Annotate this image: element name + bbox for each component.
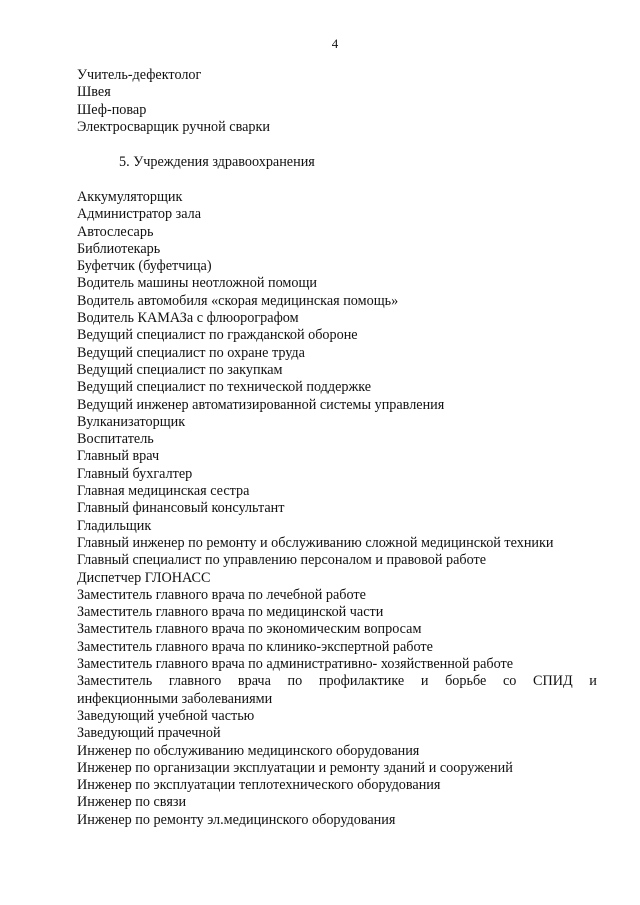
list-item: Главный финансовый консультант xyxy=(77,500,285,517)
list-item: Главный инженер по ремонту и обслуживанию сложной медицинской техники xyxy=(77,534,554,551)
word: по xyxy=(287,673,303,690)
list-item: Буфетчик (буфетчица) xyxy=(77,258,212,275)
list-item: Ведущий специалист по технической поддержке xyxy=(77,379,372,396)
list-item: Вулканизаторщик xyxy=(77,413,186,430)
list-item: Заместитель главного врача по клинико-экспертной работе xyxy=(77,638,433,655)
word: и xyxy=(420,673,429,690)
list-item: Заместитель главного врача по медицинской части xyxy=(77,604,384,621)
word: Заместитель xyxy=(77,673,153,690)
list-item: Администратор зала xyxy=(77,206,202,223)
list-item: Ведущий специалист по охране труда xyxy=(77,344,305,361)
list-item: Заведующий прачечной xyxy=(77,725,221,742)
list-item-justified-line xyxy=(77,673,597,690)
list-item: Главный врач xyxy=(77,448,160,465)
word: борьбе xyxy=(445,673,487,690)
top-item-list xyxy=(77,67,597,136)
list-item: Электросварщик ручной сварки xyxy=(77,118,270,135)
list-item: Водитель автомобиля «скорая медицинская помощь» xyxy=(77,292,399,309)
list-item: Гладильщик xyxy=(77,517,152,534)
list-item: Заведующий учебной частью xyxy=(77,707,255,724)
list-item: Водитель КАМАЗа с флюорографом xyxy=(77,310,299,327)
list-item: Диспетчер ГЛОНАСС xyxy=(77,569,211,586)
list-item: Заместитель главного врача по административно- хозяйственной работе xyxy=(77,656,514,673)
list-item-continuation: инфекционными заболеваниями xyxy=(77,690,273,707)
list-item: Инженер по организации эксплуатации и ремонту зданий и сооружений xyxy=(77,759,513,776)
list-item: Главная медицинская сестра xyxy=(77,483,250,500)
list-item: Воспитатель xyxy=(77,431,154,448)
list-item: Водитель машины неотложной помощи xyxy=(77,275,318,292)
word: со xyxy=(502,673,517,690)
list-item: Ведущий специалист по закупкам xyxy=(77,361,283,378)
word: главного xyxy=(168,673,222,690)
list-item: Инженер по обслуживанию медицинского оборудования xyxy=(77,742,420,759)
word: и xyxy=(589,673,597,690)
section-heading: 5. Учреждения здравоохранения xyxy=(119,154,315,170)
word: СПИД xyxy=(533,673,573,690)
list-item: Швея xyxy=(77,84,111,101)
list-item: Ведущий специалист по гражданской обороне xyxy=(77,327,358,344)
word: профилактике xyxy=(318,673,405,690)
word: врача xyxy=(237,673,271,690)
list-item: Инженер по ремонту эл.медицинского оборудования xyxy=(77,811,396,828)
list-item: Инженер по эксплуатации теплотехнического оборудования xyxy=(77,777,441,794)
list-item: Шеф-повар xyxy=(77,101,147,118)
list-item: Главный специалист по управлению персоналом и правовой работе xyxy=(77,552,486,569)
list-item: Автослесарь xyxy=(77,223,154,240)
list-item: Заместитель главного врача по лечебной работе xyxy=(77,586,366,603)
list-item: Библиотекарь xyxy=(77,240,161,257)
list-item: Заместитель главного врача по экономическим вопросам xyxy=(77,621,422,638)
list-item: Главный бухгалтер xyxy=(77,465,193,482)
list-item: Учитель-дефектолог xyxy=(77,67,202,83)
list-item: Ведущий инженер автоматизированной системы управления xyxy=(77,396,445,413)
list-item: Инженер по связи xyxy=(77,794,187,811)
healthcare-item-list xyxy=(77,189,597,829)
list-item: Аккумуляторщик xyxy=(77,189,183,205)
page-number: 4 xyxy=(331,36,339,51)
